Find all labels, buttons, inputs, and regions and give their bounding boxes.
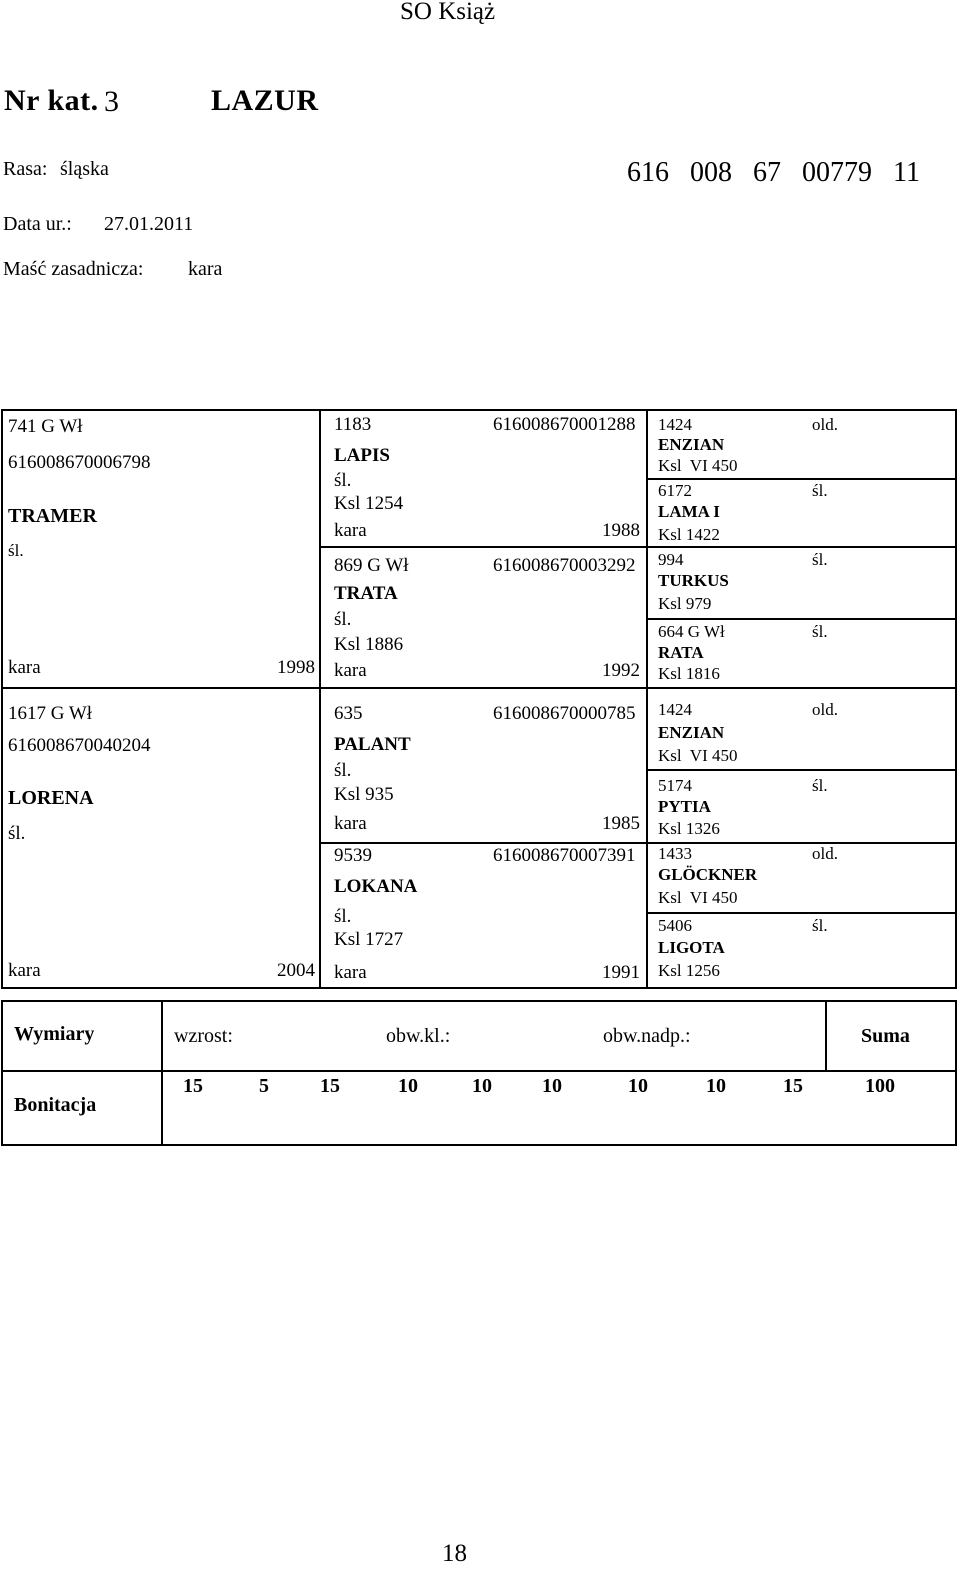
dsd-ksl: Ksl 1326 [658, 819, 720, 838]
ss-number: 1183 [334, 414, 372, 435]
score-5: 10 [472, 1075, 492, 1097]
ds-color: kara [334, 813, 367, 834]
dd-number: 9539 [334, 845, 372, 866]
dam-year: 2004 [277, 960, 315, 981]
score-6: 10 [542, 1075, 562, 1097]
sd-color: kara [334, 660, 367, 681]
sdd-name: RATA [658, 643, 704, 662]
sum-label: Suma [861, 1025, 910, 1047]
sire-color: kara [8, 657, 41, 678]
sd-number: 869 G Wł [334, 555, 409, 576]
dsd-name: PYTIA [658, 797, 711, 816]
dd-name: LOKANA [334, 876, 418, 897]
score-3: 15 [320, 1075, 340, 1097]
ss-color: kara [334, 520, 367, 541]
dss-number: 1424 [658, 700, 692, 719]
ds-number: 635 [334, 703, 363, 724]
ss-year: 1988 [602, 520, 640, 541]
dam-ueln: 616008670040204 [8, 735, 151, 756]
ssd-breed: śl. [812, 481, 828, 500]
dsd-number: 5174 [658, 776, 692, 795]
ss-name: LAPIS [334, 445, 390, 466]
chest-girth-label: obw.kl.: [386, 1025, 451, 1047]
sss-breed: old. [812, 415, 838, 434]
dsd-breed: śl. [812, 776, 828, 795]
score-7: 10 [628, 1075, 648, 1097]
dd-ksl: Ksl 1727 [334, 929, 404, 950]
ss-breed: śl. [334, 470, 352, 491]
score-9: 15 [783, 1075, 803, 1097]
breed-label: Rasa: [3, 158, 48, 180]
ss-ueln: 616008670001288 [493, 414, 636, 435]
sds-number: 994 [658, 550, 684, 569]
dds-breed: old. [812, 844, 838, 863]
ds-ueln: 616008670000785 [493, 703, 636, 724]
breed-value: śląska [60, 158, 109, 180]
horse-name: LAZUR [211, 84, 319, 117]
sire-number: 741 G Wł [8, 416, 83, 437]
dss-ksl: Ksl VI 450 [658, 746, 738, 765]
sss-name: ENZIAN [658, 435, 725, 454]
score-4: 10 [398, 1075, 418, 1097]
dd-breed: śl. [334, 906, 352, 927]
dd-ueln: 616008670007391 [493, 845, 636, 866]
horse-id-number: 616 008 67 00779 11 [627, 157, 920, 188]
dds-number: 1433 [658, 844, 692, 863]
sd-name: TRATA [334, 583, 398, 604]
birth-date: 27.01.2011 [104, 213, 194, 235]
ddd-name: LIGOTA [658, 938, 725, 957]
ds-ksl: Ksl 935 [334, 784, 394, 805]
dam-name: LORENA [8, 787, 94, 809]
dds-ksl: Ksl VI 450 [658, 888, 738, 907]
ddd-ksl: Ksl 1256 [658, 961, 720, 980]
sds-name: TURKUS [658, 571, 729, 590]
cannon-girth-label: obw.nadp.: [603, 1025, 691, 1047]
score-total: 100 [865, 1075, 895, 1097]
score-2: 5 [259, 1075, 269, 1097]
height-label: wzrost: [174, 1025, 233, 1047]
sire-breed: śl. [8, 541, 24, 560]
dd-year: 1991 [602, 962, 640, 983]
base-color-value: kara [188, 258, 223, 280]
sds-ksl: Ksl 979 [658, 594, 712, 613]
sss-number: 1424 [658, 415, 692, 434]
sds-breed: śl. [812, 550, 828, 569]
dss-breed: old. [812, 700, 838, 719]
birth-date-label: Data ur.: [3, 213, 72, 235]
page-number: 18 [442, 1540, 467, 1567]
sire-ueln: 616008670006798 [8, 452, 151, 473]
ssd-number: 6172 [658, 481, 692, 500]
sss-ksl: Ksl VI 450 [658, 456, 738, 475]
ddd-breed: śl. [812, 916, 828, 935]
ds-name: PALANT [334, 734, 411, 755]
sd-ksl: Ksl 1886 [334, 634, 404, 655]
ds-year: 1985 [602, 813, 640, 834]
dam-number: 1617 G Wł [8, 703, 93, 724]
base-color-label: Maść zasadnicza: [3, 258, 144, 280]
ddd-number: 5406 [658, 916, 692, 935]
dam-color: kara [8, 960, 41, 981]
dds-name: GLÖCKNER [658, 865, 758, 884]
sdd-breed: śl. [812, 622, 828, 641]
dd-color: kara [334, 962, 367, 983]
sire-name: TRAMER [8, 505, 97, 527]
sdd-number: 664 G Wł [658, 622, 725, 641]
ds-breed: śl. [334, 760, 352, 781]
bonitation-label: Bonitacja [14, 1094, 97, 1116]
ssd-ksl: Ksl 1422 [658, 525, 720, 544]
sire-year: 1998 [277, 657, 315, 678]
organization-title: SO Książ [400, 0, 496, 25]
score-1: 15 [183, 1075, 203, 1097]
score-8: 10 [706, 1075, 726, 1097]
sd-year: 1992 [602, 660, 640, 681]
sd-ueln: 616008670003292 [493, 555, 636, 576]
dam-breed: śl. [8, 823, 26, 844]
ssd-name: LAMA I [658, 502, 720, 521]
ss-ksl: Ksl 1254 [334, 493, 404, 514]
sdd-ksl: Ksl 1816 [658, 664, 720, 683]
dss-name: ENZIAN [658, 723, 725, 742]
catalog-number-label: Nr kat. [4, 84, 99, 117]
sd-breed: śl. [334, 609, 352, 630]
catalog-number: 3 [104, 85, 119, 118]
dimensions-label: Wymiary [14, 1023, 95, 1045]
